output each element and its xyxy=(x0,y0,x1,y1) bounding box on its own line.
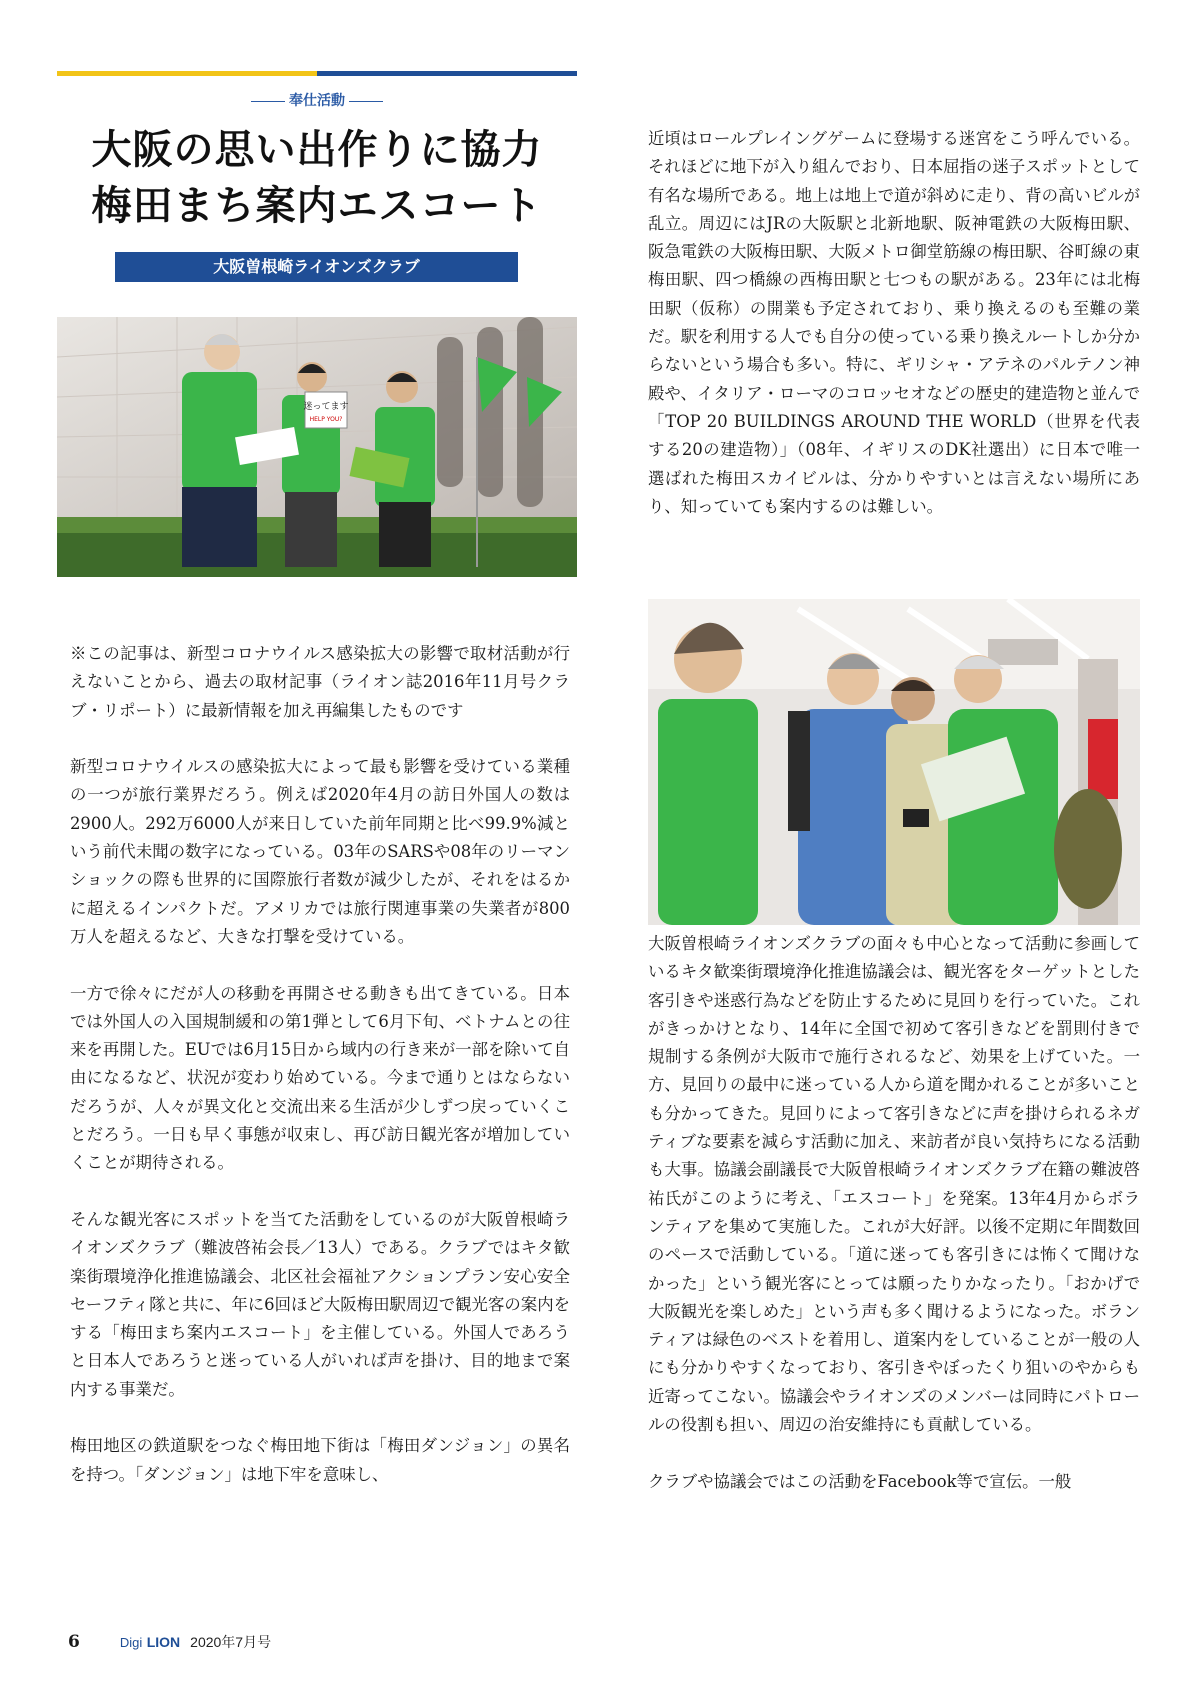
category-rule-right xyxy=(349,101,383,102)
paragraph-note: ※この記事は、新型コロナウイルス感染拡大の影響で取材活動が行えないことから、過去の取材記事（ライオン誌2016年11月号クラブ・リポート）に最新情報を加え再編集したものです xyxy=(70,644,570,720)
sign-line-2: HELP YOU? xyxy=(309,416,343,423)
club-name-banner: 大阪曽根崎ライオンズクラブ xyxy=(115,252,518,282)
accent-yellow xyxy=(57,71,317,76)
sign-line-1: 迷ってます xyxy=(303,402,349,412)
footer-digi: Digi xyxy=(119,1635,143,1650)
headline xyxy=(57,122,577,234)
category-rule-left xyxy=(251,101,285,102)
paragraph-left-4: 梅田地区の鉄道駅をつなぐ梅田地下街は「梅田ダンジョン」の異名を持つ。「ダンジョン」は地下牢を意味し、 xyxy=(70,1436,570,1484)
paragraph-left-2: 一方で徐々にだが人の移動を再開させる動きも出てきている。日本では外国人の入国規制緩和の第1弾として6月下旬、ベトナムとの往来を再開した。EUでは6月15日から域内の行き来が一部を除いて自由になるなど、状況が変わり始めている。今まで通りとはならないだろうが、人々が異文化と交流出来る生活が少しずつ戻っていくことだろう。一日も早く事態が収束し、再び訪日観光客が増加していくことが期待される。 xyxy=(70,983,570,1173)
photo-volunteers-outdoor xyxy=(57,317,577,577)
right-column-bottom xyxy=(648,930,1140,1496)
page-footer xyxy=(68,1632,271,1652)
left-column xyxy=(70,640,570,1489)
paragraph-right-2: 大阪曽根崎ライオンズクラブの面々も中心となって活動に参画しているキタ歓楽街環境浄化推進協議会は、観光客をターゲットとした客引きや迷惑行為などを防止するために見回りを行っていた。これがきっかけとなり、14年に全国で初めて客引きなどを罰則付きで規制する条例が大阪市で施行されるなど、効果を上げていた。一方、見回りの最中に迷っている人から道を聞かれることが多いことも分かってきた。見回りによって客引きなどに声を掛けられるネガティブな要素を減らす活動に加え、来訪者が良い気持ちになる活動も大事。協議会副議長で大阪曽根崎ライオンズクラブ在籍の難波啓祐氏がこのように考え、「エスコート」を発案。13年4月からボランティアを集めて実施した。これが大好評。以後不定期に年間数回のペースで活動している。「道に迷っても客引きには怖くて聞けなかった」という観光客にとっては願ったりかなったり。「おかげで大阪観光を楽しめた」という声も多く聞けるようになった。ボランティアは緑色のベストを着用し、道案内をしていることが一般の人にも分かりやすくなっており、客引きやぼったくり狙いのやからも近寄ってこない。協議会やライオンズのメンバーは同時にパトロールの役割も担い、周辺の治安維持にも貢献している。 xyxy=(648,934,1140,1435)
accent-blue xyxy=(317,71,577,76)
page-number: 6 xyxy=(68,1632,80,1652)
footer-issue: 2020年7月号 xyxy=(190,1634,272,1650)
category-label xyxy=(57,90,577,110)
paragraph-right-3: クラブや協議会ではこの活動をFacebook等で宣伝。一般 xyxy=(648,1471,1072,1491)
top-accent-bar xyxy=(57,71,577,76)
paragraph-left-1: 新型コロナウイルスの感染拡大によって最も影響を受けている業種の一つが旅行業界だろう。例えば2020年4月の訪日外国人の数は2900人。292万6000人が来日していた前年同期と比べ99.9%減という前代未聞の数字になっている。03年のSARSや08年のリーマンショックの際も世界的に国際旅行者数が減少したが、それをはるかに超えるインパクトだ。アメリカでは旅行関連事業の失業者が800万人を超えるなど、大きな打撃を受けている。 xyxy=(70,757,570,946)
headline-line-2: 梅田まち案内エスコート xyxy=(91,182,543,229)
headline-line-1: 大阪の思い出作りに協力 xyxy=(91,126,543,173)
right-column-top xyxy=(648,125,1140,521)
footer-lion: LION xyxy=(146,1634,181,1650)
paragraph-right-1: 近頃はロールプレイングゲームに登場する迷宮をこう呼んでいる。それほどに地下が入り組んでおり、日本屈指の迷子スポットとして有名な場所である。地上は地上で道が斜めに走り、背の高いビルが乱立。周辺にはJRの大阪駅と北新地駅、阪神電鉄の大阪梅田駅、阪急電鉄の大阪梅田駅、大阪メトロ御堂筋線の梅田駅、谷町線の東梅田駅、四つ橋線の西梅田駅と七つもの駅がある。23年には北梅田駅（仮称）の開業も予定されており、乗り換えるのも至難の業だ。駅を利用する人でも自分の使っている乗り換えルートしか分からないという場合も多い。特に、ギリシャ・アテネのパルテノン神殿や、イタリア・ローマのコロッセオなどの歴史的建造物と並んで「TOP 20 BUILDINGS AROUND THE WORLD（世界を代表する20の建造物）」（08年、イギリスのDK社選出）に日本で唯一選ばれた梅田スカイビルは、分かりやすいとは言えない場所にあり、知っていても案内するのは難しい。 xyxy=(648,129,1140,516)
photo-volunteers-station xyxy=(648,599,1140,925)
paragraph-left-3: そんな観光客にスポットを当てた活動をしているのが大阪曽根崎ライオンズクラブ（難波啓祐会長／13人）である。クラブではキタ歓楽街環境浄化推進協議会、北区社会福祉アクションプラン安心安全セーフティ隊と共に、年に6回ほど大阪梅田駅周辺で観光客の案内をする「梅田まち案内エスコート」を主催している。外国人であろうと日本人であろうと迷っている人がいれば声を掛け、目的地まで案内する事業だ。 xyxy=(70,1209,570,1399)
category-text: 奉仕活動 xyxy=(289,93,345,109)
